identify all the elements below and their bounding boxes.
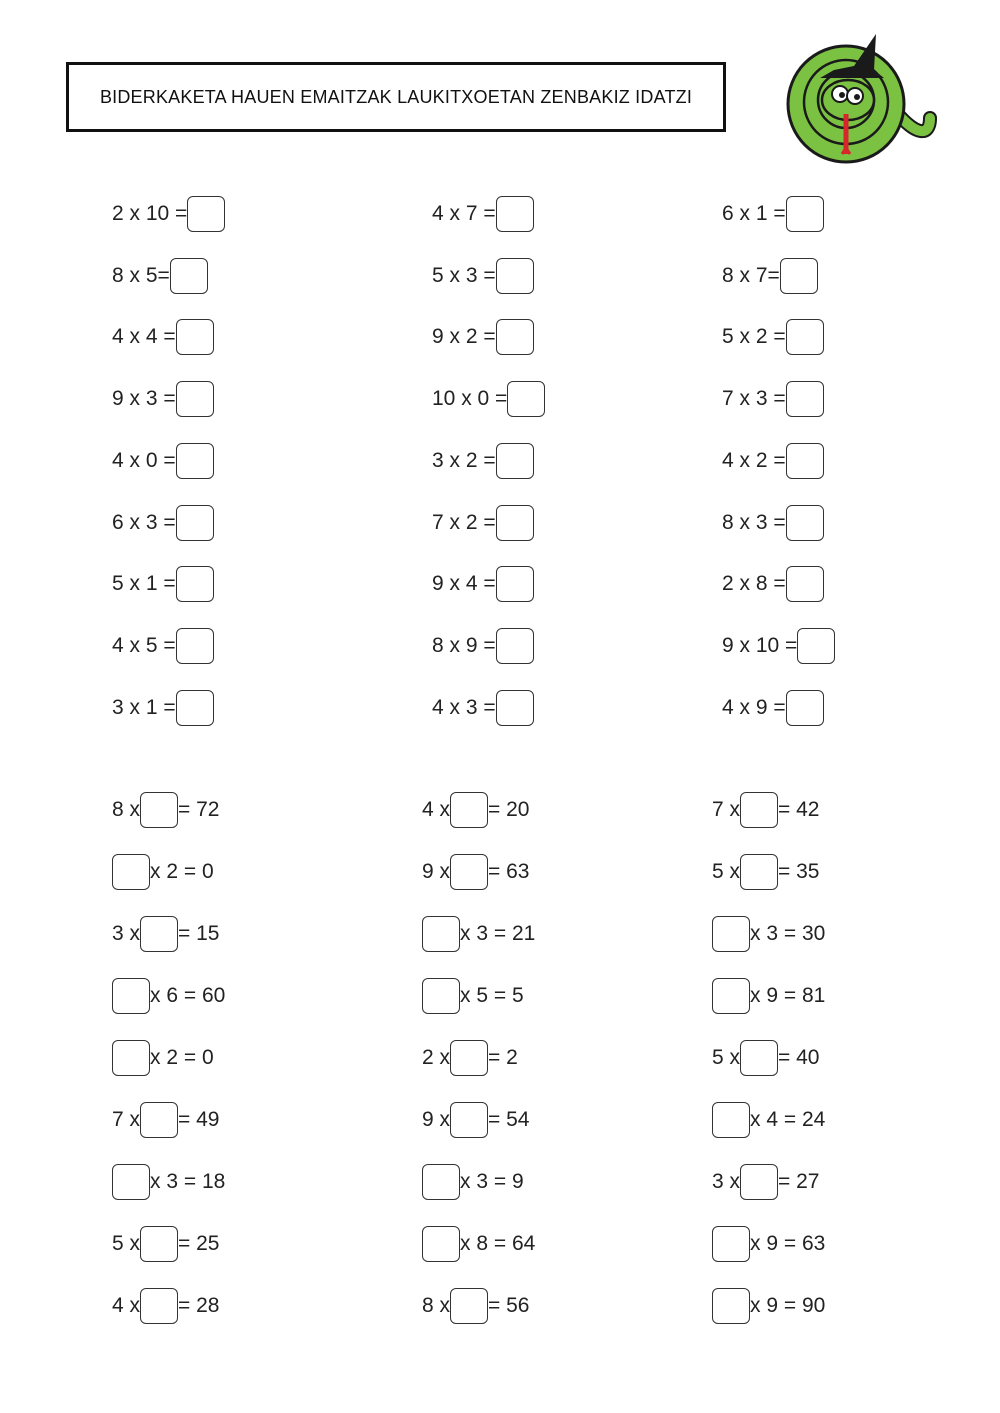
answer-box[interactable] [780, 258, 818, 294]
equation [722, 317, 824, 357]
answer-box[interactable] [786, 443, 824, 479]
equation-suffix: x 2 = 0 [150, 860, 214, 883]
answer-box[interactable] [786, 505, 824, 541]
answer-box[interactable] [786, 381, 824, 417]
equation-suffix: x 3 = 21 [460, 922, 536, 945]
answer-box[interactable] [140, 1102, 178, 1138]
answer-box[interactable] [112, 1164, 150, 1200]
equation-text: 9 x 10 = [722, 634, 798, 657]
witch-snake-icon [780, 26, 940, 166]
equation [422, 1100, 529, 1140]
answer-box[interactable] [712, 1226, 750, 1262]
equation-prefix: 7 x [112, 1108, 141, 1131]
equation [432, 317, 534, 357]
answer-box[interactable] [740, 854, 778, 890]
equation-text: 4 x 3 = [432, 696, 496, 719]
answer-box[interactable] [176, 505, 214, 541]
equation-suffix: x 9 = 81 [750, 984, 826, 1007]
equation-suffix: x 3 = 30 [750, 922, 826, 945]
equation [712, 914, 825, 954]
equation-suffix: x 5 = 5 [460, 984, 524, 1007]
equation-suffix: = 20 [488, 798, 530, 821]
answer-box[interactable] [712, 916, 750, 952]
equation-text: 9 x 4 = [432, 572, 496, 595]
equation-text: 4 x 5 = [112, 634, 176, 657]
answer-box[interactable] [112, 1040, 150, 1076]
equation [422, 1162, 524, 1202]
answer-box[interactable] [786, 690, 824, 726]
answer-box[interactable] [496, 319, 534, 355]
equation [722, 194, 824, 234]
equation-text: 8 x 7= [722, 264, 780, 287]
answer-box[interactable] [450, 854, 488, 890]
equation-text: 4 x 2 = [722, 449, 786, 472]
equation-suffix: = 56 [488, 1294, 530, 1317]
equation [112, 564, 214, 604]
equation-prefix: 9 x [422, 1108, 451, 1131]
equation [432, 626, 534, 666]
equation [722, 256, 818, 296]
answer-box[interactable] [176, 381, 214, 417]
equation-text: 5 x 3 = [432, 264, 496, 287]
answer-box[interactable] [496, 505, 534, 541]
equation-prefix: 8 x [422, 1294, 451, 1317]
equation [712, 852, 819, 892]
equation [432, 503, 534, 543]
equation [422, 1224, 535, 1264]
equation [112, 194, 225, 234]
equation [112, 1038, 214, 1078]
equation [712, 1162, 819, 1202]
equation [112, 688, 214, 728]
equation-text: 7 x 2 = [432, 511, 496, 534]
equation [422, 914, 535, 954]
answer-box[interactable] [496, 566, 534, 602]
equation [432, 379, 545, 419]
answer-box[interactable] [176, 319, 214, 355]
answer-box[interactable] [507, 381, 545, 417]
answer-box[interactable] [712, 1102, 750, 1138]
equation [712, 790, 819, 830]
equation [722, 441, 824, 481]
equation-text: 3 x 2 = [432, 449, 496, 472]
equation-prefix: 5 x [712, 1046, 741, 1069]
equation [112, 379, 214, 419]
equation [422, 1286, 529, 1326]
answer-box[interactable] [450, 1102, 488, 1138]
equation-suffix: = 42 [778, 798, 820, 821]
equation [432, 688, 534, 728]
equation [422, 852, 529, 892]
answer-box[interactable] [112, 854, 150, 890]
equation-text: 5 x 2 = [722, 325, 786, 348]
equation [722, 503, 824, 543]
answer-box[interactable] [786, 319, 824, 355]
equation-text: 8 x 5= [112, 264, 170, 287]
equation-prefix: 7 x [712, 798, 741, 821]
equation-text: 10 x 0 = [432, 387, 508, 410]
equation-prefix: 9 x [422, 860, 451, 883]
equation-text: 6 x 1 = [722, 202, 786, 225]
answer-box[interactable] [450, 1040, 488, 1076]
answer-box[interactable] [450, 1288, 488, 1324]
equation-suffix: = 35 [778, 860, 820, 883]
equation [712, 1224, 825, 1264]
answer-box[interactable] [786, 196, 824, 232]
equation [432, 194, 534, 234]
equation-suffix: x 3 = 9 [460, 1170, 524, 1193]
equation [722, 379, 824, 419]
equation-suffix: x 3 = 18 [150, 1170, 226, 1193]
equation-text: 3 x 1 = [112, 696, 176, 719]
answer-box[interactable] [187, 196, 225, 232]
equation [112, 1286, 219, 1326]
answer-box[interactable] [170, 258, 208, 294]
answer-box[interactable] [496, 443, 534, 479]
answer-box[interactable] [450, 792, 488, 828]
equation [722, 564, 824, 604]
equation [112, 1100, 219, 1140]
answer-box[interactable] [112, 978, 150, 1014]
equation-text: 9 x 2 = [432, 325, 496, 348]
equation [112, 256, 208, 296]
equation [432, 564, 534, 604]
equation-text: 6 x 3 = [112, 511, 176, 534]
answer-box[interactable] [176, 690, 214, 726]
equation [112, 852, 214, 892]
answer-box[interactable] [422, 916, 460, 952]
equation [112, 626, 214, 666]
equation [712, 1100, 825, 1140]
equation-prefix: 3 x [112, 922, 141, 945]
answer-box[interactable] [740, 792, 778, 828]
equation-suffix: x 6 = 60 [150, 984, 226, 1007]
equation-text: 9 x 3 = [112, 387, 176, 410]
equation-text: 4 x 4 = [112, 325, 176, 348]
answer-box[interactable] [422, 1164, 460, 1200]
answer-box[interactable] [496, 628, 534, 664]
equation-prefix: 5 x [712, 860, 741, 883]
title-box [66, 62, 726, 132]
equation-suffix: x 4 = 24 [750, 1108, 826, 1131]
equation [112, 976, 225, 1016]
equation-suffix: = 2 [488, 1046, 518, 1069]
answer-box[interactable] [140, 1288, 178, 1324]
equation [112, 1224, 219, 1264]
equation [112, 1162, 225, 1202]
equation-suffix: = 54 [488, 1108, 530, 1131]
answer-box[interactable] [140, 916, 178, 952]
answer-box[interactable] [740, 1164, 778, 1200]
equation-text: 2 x 10 = [112, 202, 188, 225]
equation-prefix: 8 x [112, 798, 141, 821]
equation-suffix: = 27 [778, 1170, 820, 1193]
equation [712, 1038, 819, 1078]
equation-suffix: x 9 = 90 [750, 1294, 826, 1317]
equation [712, 976, 825, 1016]
answer-box[interactable] [140, 1226, 178, 1262]
equation [422, 1038, 518, 1078]
answer-box[interactable] [422, 1226, 460, 1262]
equation-suffix: x 9 = 63 [750, 1232, 826, 1255]
answer-box[interactable] [176, 566, 214, 602]
equation [722, 688, 824, 728]
answer-box[interactable] [786, 566, 824, 602]
answer-box[interactable] [496, 196, 534, 232]
equation-suffix: = 40 [778, 1046, 820, 1069]
answer-box[interactable] [496, 690, 534, 726]
equation [432, 441, 534, 481]
equation-text: 4 x 0 = [112, 449, 176, 472]
answer-box[interactable] [712, 1288, 750, 1324]
equation-text: 4 x 9 = [722, 696, 786, 719]
answer-box[interactable] [422, 978, 460, 1014]
equation-text: 2 x 8 = [722, 572, 786, 595]
equation-text: 5 x 1 = [112, 572, 176, 595]
equation-suffix: = 28 [178, 1294, 220, 1317]
equation [112, 914, 219, 954]
equation-prefix: 4 x [422, 798, 451, 821]
page-title: BIDERKAKETA HAUEN EMAITZAK LAUKITXOETAN ZENBAKIZ IDATZI [99, 86, 693, 107]
equation-text: 8 x 9 = [432, 634, 496, 657]
equation [432, 256, 534, 296]
equation-suffix: = 15 [178, 922, 220, 945]
equation-suffix: = 72 [178, 798, 220, 821]
equation-suffix: x 2 = 0 [150, 1046, 214, 1069]
equation [422, 790, 529, 830]
answer-box[interactable] [176, 443, 214, 479]
answer-box[interactable] [176, 628, 214, 664]
answer-box[interactable] [797, 628, 835, 664]
equation-suffix: x 8 = 64 [460, 1232, 536, 1255]
answer-box[interactable] [712, 978, 750, 1014]
equation-prefix: 4 x [112, 1294, 141, 1317]
answer-box[interactable] [140, 792, 178, 828]
equation [422, 976, 524, 1016]
equation [112, 503, 214, 543]
answer-box[interactable] [740, 1040, 778, 1076]
equation-text: 7 x 3 = [722, 387, 786, 410]
equation-suffix: = 63 [488, 860, 530, 883]
equation-prefix: 2 x [422, 1046, 451, 1069]
equation [712, 1286, 825, 1326]
equation [112, 790, 219, 830]
equation-suffix: = 25 [178, 1232, 220, 1255]
equation-prefix: 3 x [712, 1170, 741, 1193]
equation [112, 441, 214, 481]
answer-box[interactable] [496, 258, 534, 294]
equation [112, 317, 214, 357]
equation-suffix: = 49 [178, 1108, 220, 1131]
equation-text: 8 x 3 = [722, 511, 786, 534]
equation [722, 626, 835, 666]
equation-text: 4 x 7 = [432, 202, 496, 225]
equation-prefix: 5 x [112, 1232, 141, 1255]
